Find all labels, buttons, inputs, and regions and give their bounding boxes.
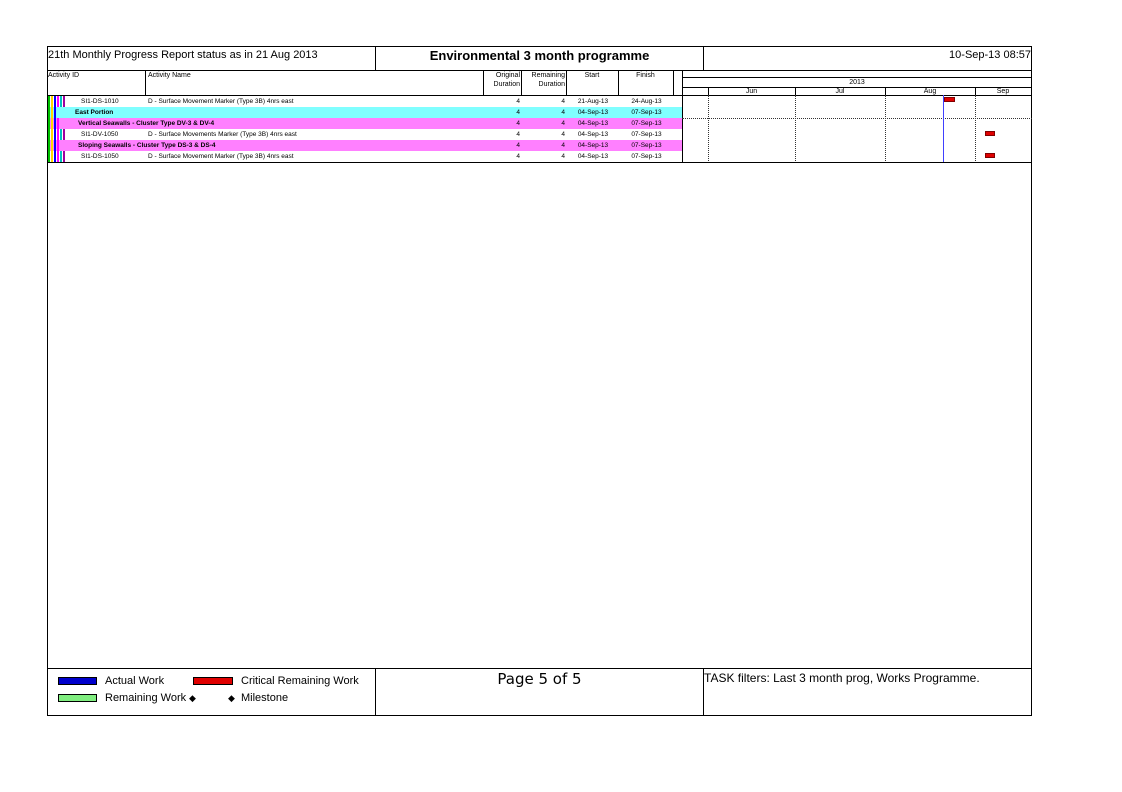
wbs-level-stripes	[48, 107, 68, 118]
timescale-year: 2013	[849, 79, 865, 86]
wbs-level-stripes	[48, 96, 68, 107]
cell-name: D - Surface Movements Marker (Type 3B) 4nrs east	[148, 131, 297, 138]
table-row	[48, 140, 682, 151]
table-row	[48, 151, 682, 162]
cell-start: 04-Sep-13	[577, 153, 609, 160]
wbs-level-stripes	[48, 151, 68, 162]
cell-rem: 4	[561, 109, 565, 116]
cell-finish: 07-Sep-13	[631, 120, 662, 127]
cell-name: Vertical Seawalls - Cluster Type DV-3 & DV-4	[78, 120, 215, 127]
cell-finish: 24-Aug-13	[631, 98, 662, 105]
programme-title: Environmental 3 month programme	[429, 48, 650, 63]
timescale-month-jul: Jul	[835, 88, 845, 95]
milestone-diamond-icon: ◆	[228, 693, 235, 703]
table-row	[48, 107, 682, 118]
table-row	[48, 96, 682, 107]
gantt-bar-row-1	[944, 97, 955, 102]
report-timestamp: 10-Sep-13 08:57	[949, 49, 1031, 61]
wbs-level-stripes	[48, 129, 68, 140]
col-header-start: Start	[584, 72, 600, 79]
legend-critical-remaining-swatch	[193, 677, 233, 685]
cell-orig: 4	[516, 142, 520, 149]
cell-rem: 4	[561, 153, 565, 160]
col-header-original-duration: Original Duration	[493, 72, 520, 88]
cell-orig: 4	[516, 109, 520, 116]
page-number: Page 5 of 5	[497, 670, 582, 688]
cell-finish: 07-Sep-13	[631, 131, 662, 138]
report-title: 21th Monthly Progress Report status as in 21 Aug 2013	[48, 49, 318, 61]
cell-start: 04-Sep-13	[577, 109, 609, 116]
data-date-line	[943, 95, 944, 163]
legend-actual-work: Actual Work	[105, 675, 165, 687]
col-header-finish: Finish	[636, 72, 655, 79]
cell-finish: 07-Sep-13	[631, 153, 662, 160]
timescale-month-sep: Sep	[996, 88, 1010, 95]
task-filters: TASK filters: Last 3 month prog, Works Programme.	[704, 671, 980, 685]
legend-remaining-work-swatch	[58, 694, 97, 702]
cell-orig: 4	[516, 153, 520, 160]
cell-rem: 4	[561, 142, 565, 149]
cell-orig: 4	[516, 131, 520, 138]
table-row	[48, 118, 682, 129]
col-header-activity-name: Activity Name	[148, 72, 191, 79]
diamond-icon: ◆	[189, 693, 196, 703]
legend-milestone: Milestone	[241, 692, 289, 704]
legend-actual-work-swatch	[58, 677, 97, 685]
cell-finish: 07-Sep-13	[631, 109, 662, 116]
gantt-bar-row-6	[985, 153, 995, 158]
cell-orig: 4	[516, 120, 520, 127]
legend-critical-remaining: Critical Remaining Work	[241, 675, 359, 687]
cell-name: Sloping Seawalls - Cluster Type DS-3 & DS-4	[78, 142, 216, 149]
cell-rem: 4	[561, 131, 565, 138]
cell-name: D - Surface Movement Marker (Type 3B) 4nrs east	[148, 153, 294, 160]
cell-start: 04-Sep-13	[577, 142, 609, 149]
wbs-level-stripes	[48, 140, 68, 151]
table-bottom	[47, 162, 1032, 163]
cell-start: 21-Aug-13	[577, 98, 609, 105]
cell-rem: 4	[561, 98, 565, 105]
cell-start: 04-Sep-13	[577, 120, 609, 127]
timescale-month-jun: Jun	[745, 88, 758, 95]
cell-id: SI1-DS-1010	[81, 98, 119, 105]
col-header-activity-id: Activity ID	[48, 72, 80, 79]
cell-start: 04-Sep-13	[577, 131, 609, 138]
legend-remaining-work: Remaining Work	[105, 692, 187, 704]
cell-finish: 07-Sep-13	[631, 142, 662, 149]
footer-divider	[47, 668, 1032, 669]
cell-id: SI1-DV-1050	[81, 131, 119, 138]
gantt-bar-row-4	[985, 131, 995, 136]
cell-id: SI1-DS-1050	[81, 153, 119, 160]
cell-rem: 4	[561, 120, 565, 127]
wbs-level-stripes	[48, 118, 68, 129]
cell-orig: 4	[516, 98, 520, 105]
col-header-remaining-duration: Remaining Duration	[531, 72, 565, 88]
cell-name: East Portion	[75, 109, 114, 116]
table-row	[48, 129, 682, 140]
cell-name: D - Surface Movement Marker (Type 3B) 4nrs east	[148, 98, 294, 105]
timescale-month-aug: Aug	[923, 88, 937, 95]
